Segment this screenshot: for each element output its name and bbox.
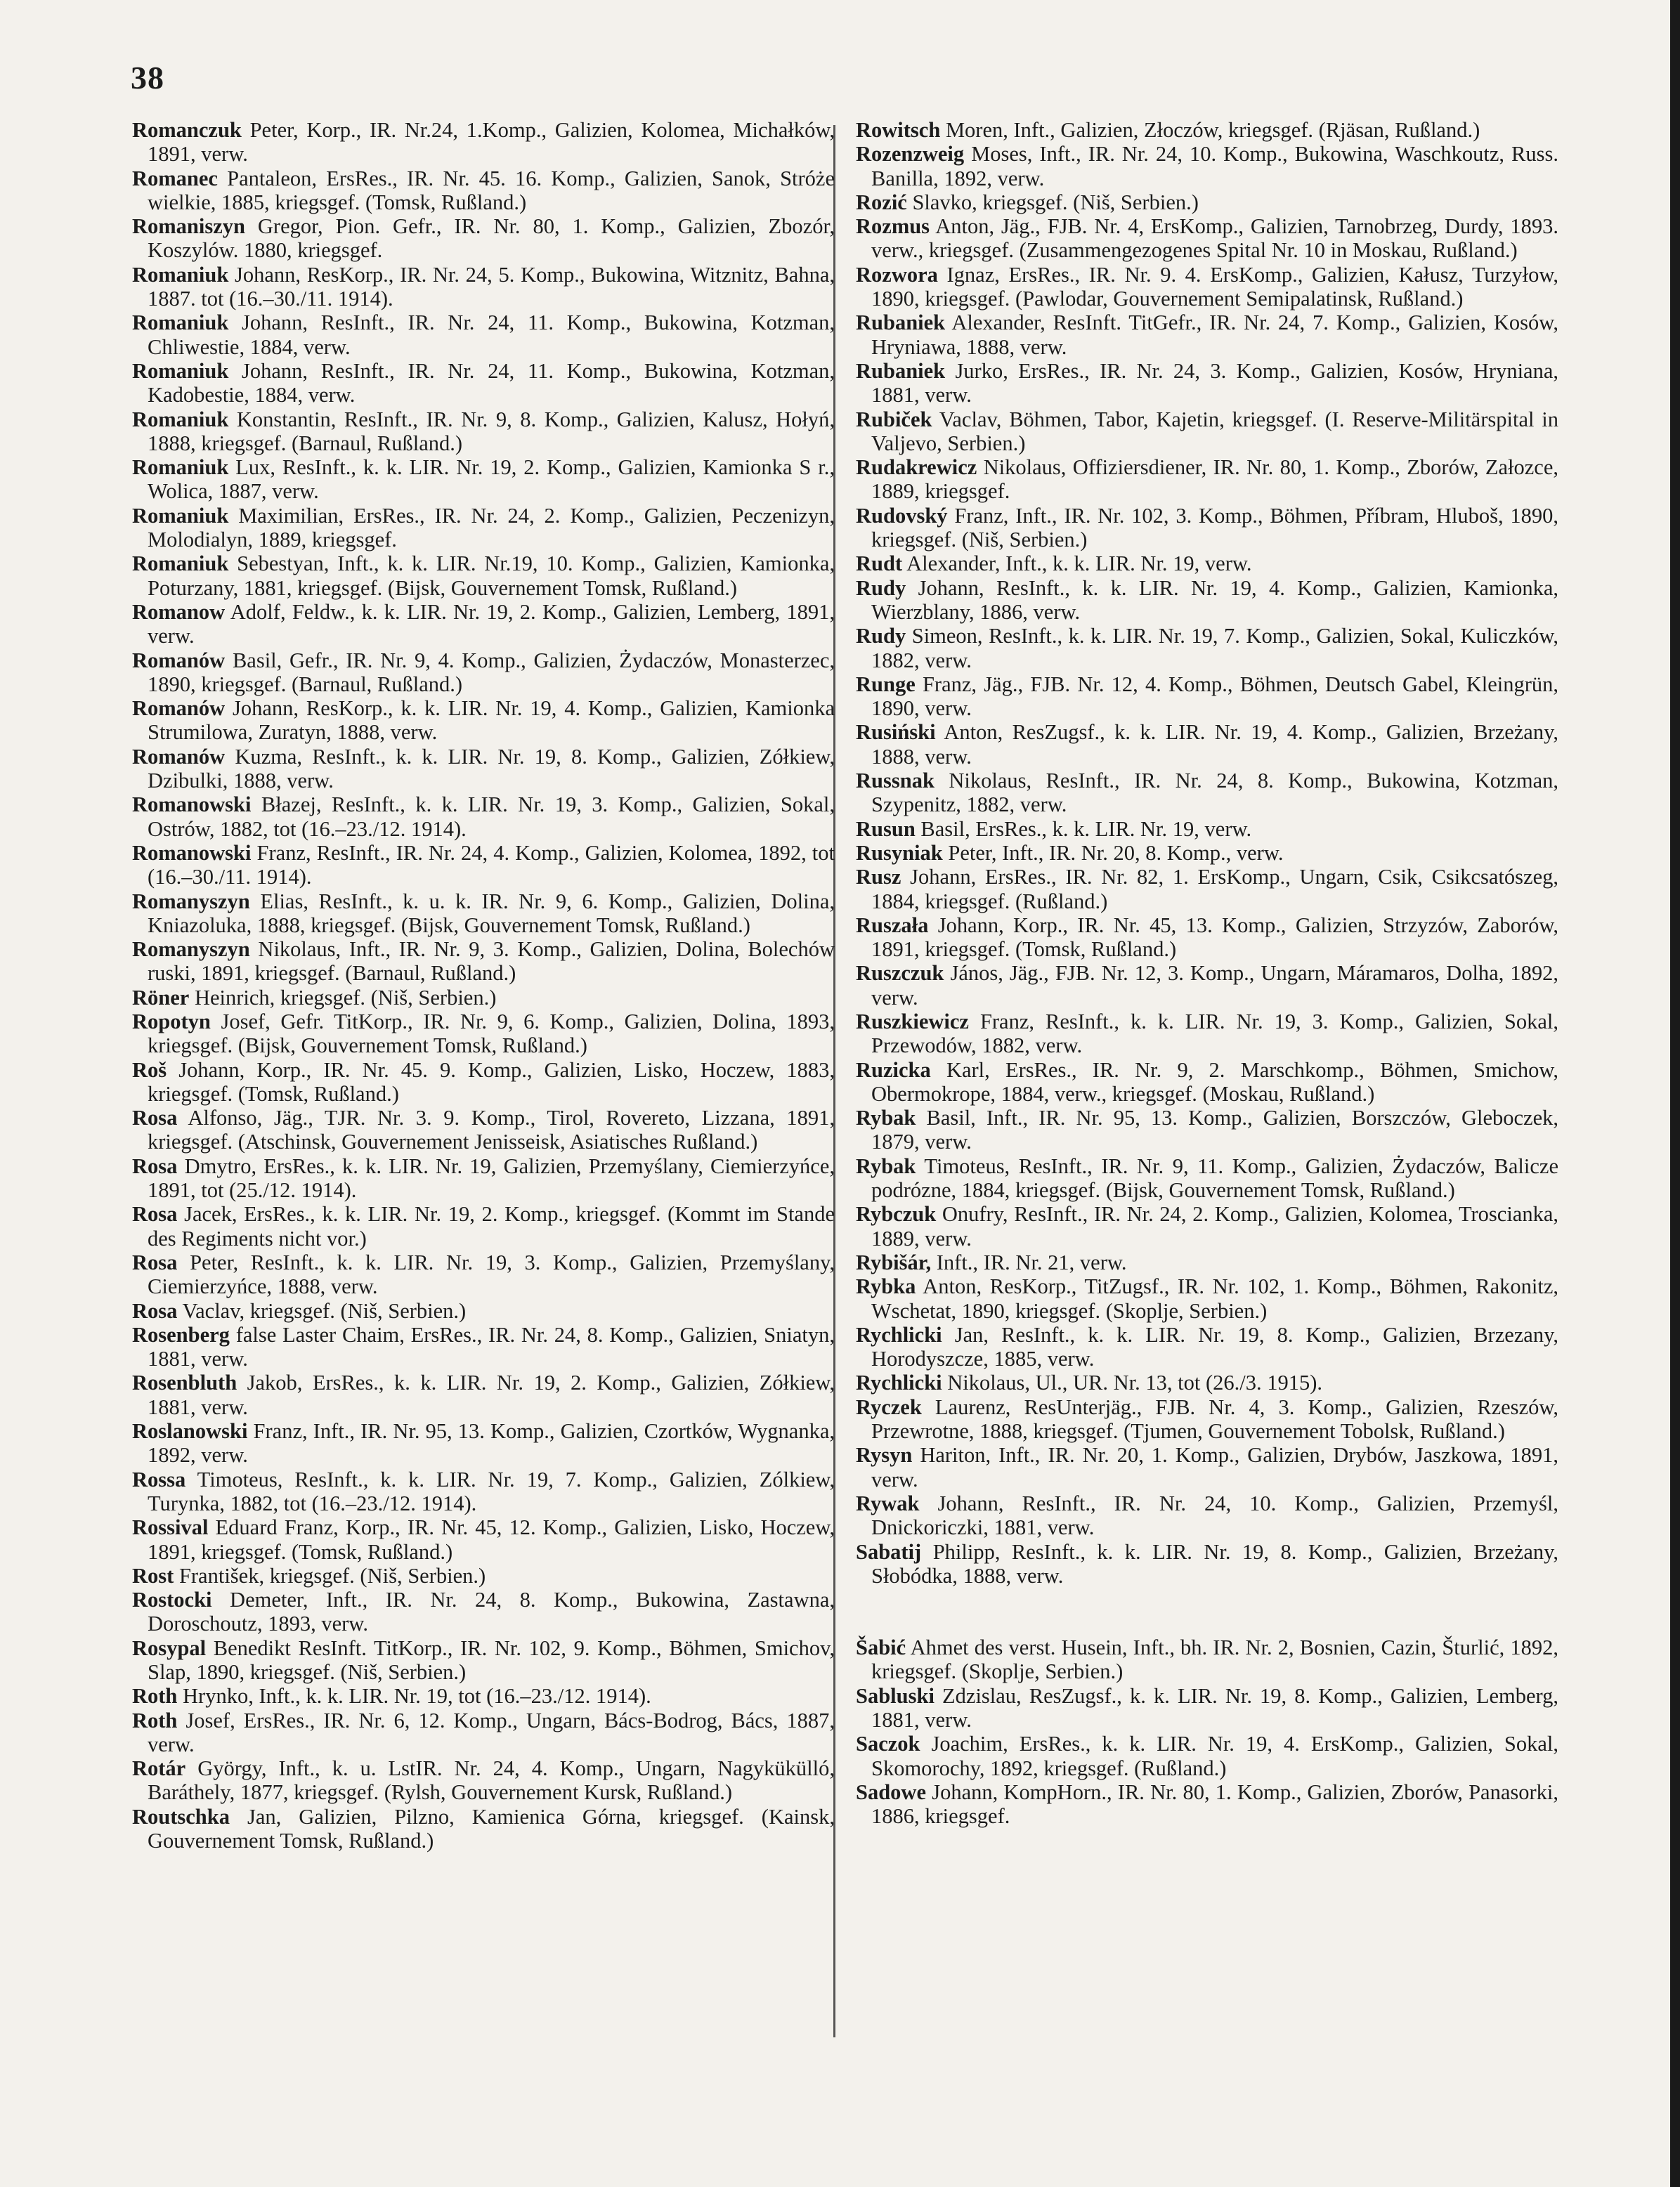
entry-details: Anton, Jäg., FJB. Nr. 4, ErsKomp., Galizien, Tarnobrzeg, Durdy, 1893. verw., kriegsgef. (Zusammengezogenes Spital Nr. 10 in Moskau, Rußland.) <box>871 214 1558 263</box>
entry-details: Dmytro, ErsRes., k. k. LIR. Nr. 19, Galizien, Przemyślany, Ciemierzyńce, 1891, tot (25./12. 1914). <box>148 1154 835 1203</box>
entry-surname: Rostocki <box>132 1588 212 1612</box>
register-entry <box>856 551 1558 575</box>
entry-details: Johann, Korp., IR. Nr. 45, 13. Komp., Galizien, Strzyzów, Zaborów, 1891, kriegsgef. (Tomsk, Rußland.) <box>871 913 1559 962</box>
entry-surname: Romanczuk <box>132 118 242 142</box>
entry-details: Alexander, ResInft. TitGefr., IR. Nr. 24, 7. Komp., Galizien, Kosów, Hryniawa, 1888, verw. <box>871 311 1558 359</box>
entry-surname: Romanów <box>132 696 226 721</box>
register-entry <box>856 1732 1558 1780</box>
entry-surname: Romaniuk <box>132 503 229 528</box>
register-entry <box>132 792 835 841</box>
entry-surname: Rudy <box>856 575 906 600</box>
entry-details: Johann, ResKorp., k. k. LIR. Nr. 19, 4. Komp., Galizien, Kamionka Strumilowa, Zuratyn, 1888, verw. <box>148 696 835 745</box>
register-entry <box>132 1709 835 1757</box>
register-entry <box>856 769 1558 817</box>
entry-details: false Laster Chaim, ErsRes., IR. Nr. 24, 8. Komp., Galizien, Sniatyn, 1881, verw. <box>148 1322 835 1371</box>
page-number: 38 <box>131 60 164 96</box>
entry-details: Inft., IR. Nr. 21, verw. <box>936 1250 1127 1274</box>
entry-details: Hrynko, Inft., k. k. LIR. Nr. 19, tot (16.–23./12. 1914). <box>183 1684 651 1709</box>
entry-surname: Rudt <box>856 551 903 576</box>
entry-surname: Rybak <box>856 1106 916 1130</box>
register-entry <box>132 1515 835 1564</box>
entry-details: Nikolaus, Ul., UR. Nr. 13, tot (26./3. 1915). <box>947 1371 1323 1395</box>
entry-surname: Romaniszyn <box>132 214 245 239</box>
register-entry <box>856 455 1558 504</box>
entry-surname: Rowitsch <box>856 118 941 142</box>
register-entry <box>132 1251 835 1299</box>
entry-details: Franz, ResInft., k. k. LIR. Nr. 19, 3. Komp., Galizien, Sokal, Przewodów, 1882, verw. <box>871 1009 1558 1058</box>
entry-details: János, Jäg., FJB. Nr. 12, 3. Komp., Ungarn, Máramaros, Dolha, 1892, verw. <box>871 961 1558 1010</box>
entry-surname: Roš <box>132 1057 167 1082</box>
entry-details: Johann, Korp., IR. Nr. 45. 9. Komp., Galizien, Lisko, Hoczew, 1883, kriegsgef. (Tomsk, Rußland.) <box>148 1057 835 1106</box>
entry-surname: Rudovský <box>856 503 948 528</box>
entry-surname: Rudakrewicz <box>856 455 977 480</box>
register-entry <box>132 600 835 648</box>
entry-details: Josef, ErsRes., IR. Nr. 6, 12. Komp., Ungarn, Bács-Bodrog, Bács, 1887, verw. <box>148 1708 835 1756</box>
left-column <box>132 118 835 1853</box>
entry-surname: Šabić <box>856 1636 906 1660</box>
register-entry <box>132 1202 835 1251</box>
entry-surname: Rysyn <box>856 1443 913 1468</box>
entry-surname: Röner <box>132 985 190 1010</box>
entry-details: Peter, Inft., IR. Nr. 20, 8. Komp., verw. <box>948 840 1284 865</box>
register-entry <box>856 1371 1558 1395</box>
register-entry <box>132 1010 835 1058</box>
register-entry <box>132 1805 835 1853</box>
entry-surname: Rosenberg <box>132 1322 230 1347</box>
register-entry <box>132 1058 835 1106</box>
entry-surname: Routschka <box>132 1804 230 1829</box>
right-column-s-entries <box>856 1636 1558 1828</box>
entry-surname: Romaniuk <box>132 551 229 576</box>
entry-details: Nikolaus, Inft., IR. Nr. 9, 3. Komp., Galizien, Dolina, Bolechów ruski, 1891, kriegsgef. (Barnaul, Rußland.) <box>148 937 835 986</box>
entry-details: Alfonso, Jäg., TJR. Nr. 3. 9. Komp., Tirol, Rovereto, Lizzana, 1891, kriegsgef. (Atschinsk, Gouvernement Jenisseisk, Asiatisches Rußland.) <box>148 1106 835 1154</box>
entry-details: Johann, ErsRes., IR. Nr. 82, 1. ErsKomp., Ungarn, Csik, Csikcsatószeg, 1884, kriegsgef. (Rußland.) <box>871 865 1558 913</box>
register-entry <box>856 359 1558 407</box>
entry-details: Johann, ResInft., IR. Nr. 24, 11. Komp., Bukowina, Kotzman, Kadobestie, 1884, verw. <box>148 358 835 407</box>
entry-details: Timoteus, ResInft., IR. Nr. 9, 11. Komp., Galizien, Żydaczów, Balicze podrózne, 1884, kriegsgef. (Bijsk, Gouvernement Tomsk, Rußland.) <box>871 1154 1558 1203</box>
entry-details: Franz, Inft., IR. Nr. 95, 13. Komp., Galizien, Czortków, Wygnanka, 1892, verw. <box>148 1419 835 1468</box>
entry-surname: Rusiński <box>856 720 936 745</box>
entry-surname: Romanyszyn <box>132 889 250 913</box>
entry-surname: Romaniuk <box>132 358 229 383</box>
entry-surname: Rosa <box>132 1250 178 1274</box>
entry-surname: Rudy <box>856 624 906 648</box>
entry-details: Eduard Franz, Korp., IR. Nr. 45, 12. Komp., Galizien, Lisko, Hoczew, 1891, kriegsgef. (Tomsk, Rußland.) <box>148 1515 835 1564</box>
entry-details: Ignaz, ErsRes., IR. Nr. 9. 4. ErsKomp., Galizien, Kałusz, Turzyłow, 1890, kriegsgef. (Pawlodar, Gouvernement Semipalatinsk, Rußland.) <box>871 262 1558 311</box>
register-entry <box>856 1010 1558 1058</box>
entry-surname: Sabatij <box>856 1539 922 1564</box>
entry-details: Peter, Korp., IR. Nr.24, 1.Komp., Galizien, Kolomea, Michałków, 1891, verw. <box>148 118 835 167</box>
register-entry <box>132 1419 835 1468</box>
entry-details: Błazej, ResInft., k. k. LIR. Nr. 19, 3. Komp., Galizien, Sokal, Ostrów, 1882, tot (16.–23./12. 1914). <box>148 792 835 841</box>
entry-surname: Rusun <box>856 816 916 841</box>
register-entry <box>856 1251 1558 1274</box>
register-entry <box>132 263 835 311</box>
entry-surname: Rybka <box>856 1274 916 1299</box>
register-entry <box>132 1106 835 1154</box>
entry-details: Heinrich, kriegsgef. (Niš, Serbien.) <box>194 985 497 1010</box>
entry-surname: Romaniuk <box>132 262 229 287</box>
entry-surname: Rybak <box>856 1154 916 1178</box>
register-entry <box>132 1564 835 1588</box>
entry-details: Joachim, ErsRes., k. k. LIR. Nr. 19, 4. ErsKomp., Galizien, Sokal, Skomorochy, 1892, kriegsgef. (Rußland.) <box>871 1732 1559 1780</box>
register-entry <box>856 672 1558 721</box>
entry-surname: Ruszała <box>856 913 929 937</box>
entry-details: Demeter, Inft., IR. Nr. 24, 8. Komp., Bukowina, Zastawna, Doroschoutz, 1893, verw. <box>148 1588 835 1636</box>
register-entry <box>132 841 835 889</box>
entry-surname: Rosa <box>132 1298 178 1323</box>
entry-details: György, Inft., k. u. LstIR. Nr. 24, 4. Komp., Ungarn, Nagykükülló, Baráthely, 1877, kriegsgef. (Rylsh, Gouvernement Kursk, Rußland.) <box>148 1756 835 1805</box>
entry-details: Laurenz, ResUnterjäg., FJB. Nr. 4, 3. Komp., Galizien, Rzeszów, Przewrotne, 1888, kriegsgef. (Tjumen, Gouvernement Tobolsk, Rußland.) <box>871 1395 1558 1444</box>
register-entry <box>132 455 835 504</box>
entry-details: Basil, Gefr., IR. Nr. 9, 4. Komp., Galizien, Żydaczów, Monasterzec, 1890, kriegsgef. (Barnaul, Rußland.) <box>148 648 835 696</box>
entry-surname: Ruszczuk <box>856 961 944 986</box>
entry-details: Johann, ResInft., IR. Nr. 24, 10. Komp., Galizien, Przemyśl, Dnickoriczki, 1881, verw. <box>871 1491 1559 1540</box>
entry-details: Jacek, ErsRes., k. k. LIR. Nr. 19, 2. Komp., kriegsgef. (Kommt im Stande des Regiments nicht vor.) <box>148 1202 835 1251</box>
entry-details: Adolf, Feldw., k. k. LIR. Nr. 19, 2. Komp., Galizien, Lemberg, 1891, verw. <box>148 599 835 648</box>
register-entry <box>132 1323 835 1371</box>
entry-surname: Romanowski <box>132 840 252 865</box>
entry-details: Kuzma, ResInft., k. k. LIR. Nr. 19, 8. Komp., Galizien, Zółkiew, Dzibulki, 1888, verw. <box>148 744 835 793</box>
right-column <box>856 118 1558 1828</box>
entry-surname: Rozić <box>856 190 907 214</box>
entry-surname: Rozenzweig <box>856 142 965 167</box>
entry-surname: Roth <box>132 1684 178 1709</box>
register-entry <box>856 841 1558 865</box>
register-entry <box>856 214 1558 263</box>
entry-details: Elias, ResInft., k. u. k. IR. Nr. 9, 6. Komp., Galizien, Dolina, Kniazoluka, 1888, kriegsgef. (Bijsk, Gouvernement Tomsk, Rußland.) <box>148 889 835 937</box>
register-entry <box>132 1468 835 1516</box>
entry-surname: Russnak <box>856 769 935 793</box>
section-gap <box>856 1588 1558 1636</box>
entry-details: Simeon, ResInft., k. k. LIR. Nr. 19, 7. Komp., Galizien, Sokal, Kuliczków, 1882, verw. <box>871 624 1558 672</box>
register-entry <box>132 648 835 697</box>
register-entry <box>856 961 1558 1010</box>
register-entry <box>132 1636 835 1685</box>
register-entry <box>856 1106 1558 1154</box>
register-entry <box>856 407 1558 456</box>
entry-details: Slavko, kriegsgef. (Niš, Serbien.) <box>912 190 1199 214</box>
entry-surname: Rywak <box>856 1491 920 1515</box>
entry-details: Hariton, Inft., IR. Nr. 20, 1. Komp., Galizien, Drybów, Jaszkowa, 1891, verw. <box>871 1443 1559 1491</box>
entry-surname: Ruszkiewicz <box>856 1009 969 1033</box>
entry-details: Jan, Galizien, Pilzno, Kamienica Górna, kriegsgef. (Kainsk, Gouvernement Tomsk, Rußland.) <box>148 1804 835 1853</box>
entry-surname: Rubaniek <box>856 358 946 383</box>
entry-details: Johann, KompHorn., IR. Nr. 80, 1. Komp., Galizien, Zborów, Panasorki, 1886, kriegsgef. <box>871 1780 1558 1829</box>
entry-details: Alexander, Inft., k. k. LIR. Nr. 19, verw. <box>906 551 1252 576</box>
entry-surname: Rosypal <box>132 1636 207 1660</box>
entry-surname: Rozwora <box>856 262 938 287</box>
register-entry <box>856 576 1558 625</box>
entry-surname: Romaniuk <box>132 407 229 431</box>
entry-surname: Romanów <box>132 648 226 672</box>
register-entry <box>856 1684 1558 1732</box>
register-entry <box>856 1780 1558 1829</box>
entry-details: Nikolaus, ResInft., IR. Nr. 24, 8. Komp., Bukowina, Kotzman, Szypenitz, 1882, verw. <box>871 769 1558 817</box>
entry-details: Anton, ResZugsf., k. k. LIR. Nr. 19, 4. Komp., Galizien, Brzeżany, 1888, verw. <box>871 720 1558 769</box>
entry-details: Timoteus, ResInft., k. k. LIR. Nr. 19, 7. Komp., Galizien, Zólkiew, Turynka, 1882, tot (16.–23./12. 1914). <box>148 1467 835 1515</box>
entry-details: Jurko, ErsRes., IR. Nr. 24, 3. Komp., Galizien, Kosów, Hryniana, 1881, verw. <box>871 358 1558 407</box>
register-entry <box>132 1588 835 1636</box>
register-entry <box>856 1491 1558 1540</box>
register-entry <box>132 1684 835 1708</box>
entry-details: Lux, ResInft., k. k. LIR. Nr. 19, 2. Komp., Galizien, Kamionka S r., Wolica, 1887, verw. <box>148 455 835 504</box>
register-entry <box>132 889 835 938</box>
entry-details: Jakob, ErsRes., k. k. LIR. Nr. 19, 2. Komp., Galizien, Zółkiew, 1881, verw. <box>148 1371 835 1419</box>
register-entry <box>856 1154 1558 1203</box>
entry-surname: Rybišár, <box>856 1250 932 1274</box>
register-entry <box>856 142 1558 190</box>
entry-details: Benedikt ResInft. TitKorp., IR. Nr. 102, 9. Komp., Böhmen, Smichov, Slap, 1890, kriegsgef. (Niš, Serbien.) <box>148 1636 835 1684</box>
register-entry <box>132 311 835 359</box>
register-entry <box>856 624 1558 672</box>
entry-surname: Roth <box>132 1708 178 1732</box>
entry-surname: Ryczek <box>856 1395 922 1419</box>
entry-details: Philipp, ResInft., k. k. LIR. Nr. 19, 8. Komp., Galizien, Brzeżany, Słobódka, 1888, verw. <box>871 1539 1559 1588</box>
entry-details: Zdzislau, ResZugsf., k. k. LIR. Nr. 19, 8. Komp., Galizien, Lemberg, 1881, verw. <box>871 1683 1559 1732</box>
entry-surname: Runge <box>856 672 916 696</box>
entry-surname: Romanec <box>132 166 218 190</box>
register-entry <box>856 720 1558 769</box>
entry-details: Konstantin, ResInft., IR. Nr. 9, 8. Komp., Galizien, Kalusz, Hołyń, 1888, kriegsgef. (Barnaul, Rußland.) <box>148 407 835 455</box>
scan-edge <box>1670 0 1680 2187</box>
register-entry <box>856 1274 1558 1323</box>
entry-surname: Romanow <box>132 599 226 624</box>
register-entry <box>856 1443 1558 1491</box>
entry-surname: Ruzicka <box>856 1057 931 1082</box>
register-entry <box>132 359 835 407</box>
entry-surname: Rusyniak <box>856 840 943 865</box>
entry-details: Ahmet des verst. Husein, Inft., bh. IR. Nr. 2, Bosnien, Cazin, Šturlić, 1892, kriegsgef. (Skoplje, Serbien.) <box>871 1636 1559 1684</box>
entry-details: Johann, ResKorp., IR. Nr. 24, 5. Komp., Bukowina, Witznitz, Bahna, 1887. tot (16.–30./11. 1914). <box>148 262 835 311</box>
entry-details: Nikolaus, Offiziersdiener, IR. Nr. 80, 1. Komp., Zborów, Załozce, 1889, kriegsgef. <box>871 455 1559 504</box>
register-entry <box>856 190 1558 214</box>
entry-details: Vaclav, Böhmen, Tabor, Kajetin, kriegsgef. (I. Reserve-Militärspital in Valjevo, Serbien.) <box>871 407 1559 455</box>
entry-surname: Rychlicki <box>856 1322 942 1347</box>
entry-surname: Romaniuk <box>132 311 229 335</box>
entry-surname: Saczok <box>856 1732 920 1756</box>
entry-surname: Romanowski <box>132 792 252 817</box>
register-entry <box>132 167 835 215</box>
register-entry <box>856 1636 1558 1684</box>
entry-surname: Romanyszyn <box>132 937 250 962</box>
entry-surname: Rosa <box>132 1154 178 1178</box>
entry-details: Vaclav, kriegsgef. (Niš, Serbien.) <box>182 1298 467 1323</box>
register-entry <box>132 1154 835 1203</box>
entry-details: Basil, ErsRes., k. k. LIR. Nr. 19, verw. <box>920 816 1252 841</box>
register-entry <box>132 937 835 986</box>
register-entry <box>132 745 835 793</box>
register-entry <box>132 407 835 456</box>
register-entry <box>856 913 1558 962</box>
entry-details: František, kriegsgef. (Niš, Serbien.) <box>178 1563 486 1588</box>
entry-details: Peter, ResInft., k. k. LIR. Nr. 19, 3. Komp., Galizien, Przemyślany, Ciemierzyńce, 1888, verw. <box>148 1250 835 1299</box>
entry-details: Pantaleon, ErsRes., IR. Nr. 45. 16. Komp., Galizien, Sanok, Stróże wielkie, 1885, kriegsgef. (Tomsk, Rußland.) <box>148 166 835 214</box>
entry-surname: Ropotyn <box>132 1009 211 1033</box>
entry-details: Onufry, ResInft., IR. Nr. 24, 2. Komp., Galizien, Kolomea, Troscianka, 1889, verw. <box>871 1202 1559 1251</box>
entry-details: Anton, ResKorp., TitZugsf., IR. Nr. 102, 1. Komp., Böhmen, Rakonitz, Wschetat, 1890, kriegsgef. (Skoplje, Serbien.) <box>871 1274 1558 1323</box>
entry-details: Franz, Jäg., FJB. Nr. 12, 4. Komp., Böhmen, Deutsch Gabel, Kleingrün, 1890, verw. <box>871 672 1558 721</box>
entry-surname: Romaniuk <box>132 455 229 480</box>
entry-surname: Rossival <box>132 1515 209 1540</box>
register-entry <box>856 1540 1558 1588</box>
entry-details: Johann, ResInft., k. k. LIR. Nr. 19, 4. Komp., Galizien, Kamionka, Wierzblany, 1886, verw. <box>871 575 1559 624</box>
register-entry <box>132 1371 835 1419</box>
register-entry <box>856 865 1558 913</box>
entry-surname: Rosa <box>132 1106 178 1130</box>
register-entry <box>856 1395 1558 1444</box>
entry-details: Franz, ResInft., IR. Nr. 24, 4. Komp., Galizien, Kolomea, 1892, tot (16.–30./11. 1914). <box>148 840 835 889</box>
register-entry <box>856 1058 1558 1106</box>
entry-surname: Rossa <box>132 1467 186 1491</box>
entry-surname: Sadowe <box>856 1780 926 1804</box>
register-entry <box>132 504 835 552</box>
register-entry <box>856 504 1558 552</box>
entry-details: Moses, Inft., IR. Nr. 24, 10. Komp., Bukowina, Waschkoutz, Russ. Banilla, 1892, verw. <box>871 142 1558 190</box>
register-entry <box>856 1323 1558 1371</box>
entry-surname: Rosenbluth <box>132 1371 237 1395</box>
register-entry <box>132 118 835 167</box>
register-entry <box>856 1202 1558 1251</box>
register-entry <box>856 817 1558 841</box>
entry-surname: Rosa <box>132 1202 178 1227</box>
entry-surname: Sabluski <box>856 1683 935 1708</box>
entry-details: Franz, Inft., IR. Nr. 102, 3. Komp., Böhmen, Příbram, Hluboš, 1890, kriegsgef. (Niš, Serbien.) <box>871 503 1559 552</box>
entry-details: Maximilian, ErsRes., IR. Nr. 24, 2. Komp., Galizien, Peczenizyn, Molodialyn, 1889, kriegsgef. <box>148 503 835 552</box>
register-entry <box>856 311 1558 359</box>
entry-surname: Rychlicki <box>856 1371 942 1395</box>
register-entry <box>856 118 1558 142</box>
entry-details: Karl, ErsRes., IR. Nr. 9, 2. Marschkomp., Böhmen, Smichow, Obermokrope, 1884, verw., kriegsgef. (Moskau, Rußland.) <box>871 1057 1558 1106</box>
register-entry <box>132 1299 835 1323</box>
entry-surname: Rubiček <box>856 407 932 431</box>
register-entry <box>132 696 835 745</box>
entry-details: Jan, ResInft., k. k. LIR. Nr. 19, 8. Komp., Galizien, Brzezany, Horodyszcze, 1885, verw. <box>871 1322 1558 1371</box>
register-entry <box>856 263 1558 311</box>
entry-surname: Rotár <box>132 1756 186 1781</box>
entry-details: Johann, ResInft., IR. Nr. 24, 11. Komp., Bukowina, Kotzman, Chliwestie, 1884, verw. <box>148 311 835 359</box>
register-entry <box>132 214 835 263</box>
right-column-r-entries <box>856 118 1558 1588</box>
register-entry <box>132 986 835 1010</box>
entry-surname: Roslanowski <box>132 1419 248 1444</box>
entry-surname: Rubaniek <box>856 311 946 335</box>
entry-surname: Rybczuk <box>856 1202 937 1227</box>
entry-surname: Rost <box>132 1563 174 1588</box>
entry-surname: Rozmus <box>856 214 930 239</box>
entry-details: Gregor, Pion. Gefr., IR. Nr. 80, 1. Komp., Galizien, Zbozór, Koszylów. 1880, kriegsgef. <box>148 214 835 263</box>
entry-surname: Rusz <box>856 865 901 889</box>
register-entry <box>132 1756 835 1805</box>
entry-details: Sebestyan, Inft., k. k. LIR. Nr.19, 10. Komp., Galizien, Kamionka, Poturzany, 1881, kriegsgef. (Bijsk, Gouvernement Tomsk, Rußland.) <box>148 551 835 600</box>
entry-surname: Romanów <box>132 744 226 769</box>
entry-details: Josef, Gefr. TitKorp., IR. Nr. 9, 6. Komp., Galizien, Dolina, 1893, kriegsgef. (Bijsk, Gouvernement Tomsk, Rußland.) <box>148 1009 835 1058</box>
entry-details: Basil, Inft., IR. Nr. 95, 13. Komp., Galizien, Borszczów, Gleboczek, 1879, verw. <box>871 1106 1558 1154</box>
register-entry <box>132 551 835 600</box>
entry-details: Moren, Inft., Galizien, Złoczów, kriegsgef. (Rjäsan, Rußland.) <box>945 118 1480 142</box>
